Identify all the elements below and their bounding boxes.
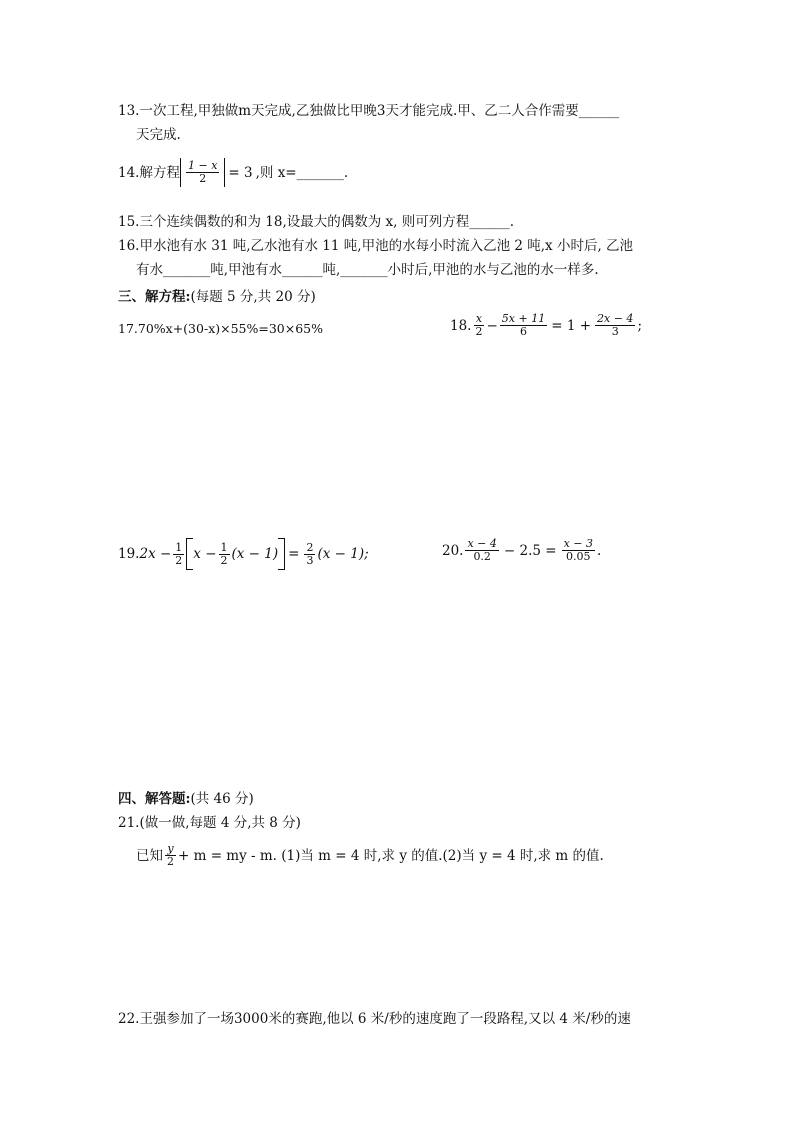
q21-head: 21.(做一做,每题 4 分,共 8 分) [118, 815, 301, 831]
q19-label: 19. [118, 546, 140, 562]
q16-line2: 有水_______吨,甲池有水______吨,_______小时后,甲池的水与乙池的水一样多. [136, 262, 599, 278]
q18-minus: − [486, 317, 498, 334]
q21-text: + m = my - m. (1)当 m = 4 时,求 y 的值.(2)当 y = 4 时,求 m 的值. [178, 847, 604, 864]
q19-left-bracket [186, 538, 193, 570]
q20-f1-num: x − 4 [467, 537, 497, 550]
q19-f3-num: 2 [306, 540, 314, 554]
q16-line1: 16.甲水池有水 31 吨,乙水池有水 11 吨,甲池的水每小时流入乙池 2 吨,x 小时后, 乙池 [118, 238, 634, 254]
q14 [118, 158, 348, 187]
q14-abs [180, 158, 225, 187]
q19-inner: x − [193, 546, 217, 562]
q20-frac1 [465, 538, 498, 563]
q18-f3-num: 2x − 4 [597, 312, 634, 325]
q18-f2-num: 5x + 11 [501, 312, 546, 325]
section4-note: (共 46 分) [190, 791, 254, 807]
q21-f-den: 2 [167, 855, 174, 868]
q19-frac2 [219, 542, 230, 567]
q19-f2-num: 1 [220, 540, 228, 554]
q18 [450, 313, 642, 338]
q19-end: (x − 1); [317, 546, 369, 562]
q19-f1-den: 2 [175, 553, 183, 567]
section3-note: (每题 5 分,共 20 分) [190, 289, 316, 305]
q19-a: 2x − [139, 546, 172, 562]
q19-right-bracket [278, 538, 285, 570]
q19-f2-den: 2 [220, 553, 228, 567]
q18-frac1 [473, 313, 484, 338]
q17: 17.70%x+(30-x)×55%=30×65% [118, 321, 324, 336]
q20 [442, 538, 601, 563]
q18-end: ; [637, 317, 642, 334]
q18-label: 18. [450, 317, 472, 334]
q19-frac1 [173, 542, 184, 567]
q14-fraction [186, 160, 219, 185]
q21-frac [165, 843, 176, 868]
q18-frac2 [500, 313, 547, 338]
q18-f1-num: x [475, 312, 483, 325]
q15: 15.三个连续偶数的和为 18,设最大的偶数为 x, 则可列方程______. [118, 214, 515, 230]
q22: 22.王强参加了一场3000米的赛跑,他以 6 米/秒的速度跑了一段路程,又以 4 米/秒的速 [118, 1011, 631, 1027]
q20-f2-num: x − 3 [563, 537, 594, 550]
q18-frac3 [595, 313, 635, 338]
q19-eq: = [288, 546, 300, 562]
q19-inner2: (x − 1) [231, 546, 279, 562]
q14-prefix: 14.解方程 [118, 164, 180, 181]
section4-title: 四、解答题: [118, 791, 191, 807]
section3-title: 三、解方程: [118, 289, 191, 305]
q18-mid: = 1 + [551, 317, 592, 334]
q21-prefix: 已知 [136, 847, 163, 864]
q19-f1-num: 1 [175, 540, 183, 554]
q18-f1-den: 2 [475, 325, 483, 338]
q20-frac2 [562, 538, 595, 563]
q18-f2-den: 6 [520, 325, 527, 338]
q19 [118, 538, 369, 570]
q21-f-num: y [167, 842, 174, 855]
q13-line1: 13.一次工程,甲独做m天完成,乙独做比甲晚3天才能完成.甲、乙二人合作需要______ [118, 103, 620, 119]
q20-f2-den: 0.05 [566, 550, 591, 563]
section4-heading [118, 790, 254, 808]
q21-body [136, 843, 604, 868]
q19-f3-den: 3 [306, 553, 314, 567]
q20-mid: − 2.5 = [503, 542, 557, 559]
q20-label: 20. [442, 542, 464, 559]
q20-f1-den: 0.2 [473, 550, 491, 563]
q14-den: 2 [199, 172, 207, 185]
q13-line2: 天完成. [136, 127, 181, 143]
q14-num: 1 − x [187, 159, 218, 172]
q20-end: . [597, 542, 602, 559]
q14-mid: = 3 [228, 164, 253, 181]
q14-suffix: ,则 x=_______. [255, 164, 349, 181]
q18-f3-den: 3 [611, 325, 619, 338]
section3-heading [118, 288, 316, 306]
q19-frac3 [304, 542, 315, 567]
